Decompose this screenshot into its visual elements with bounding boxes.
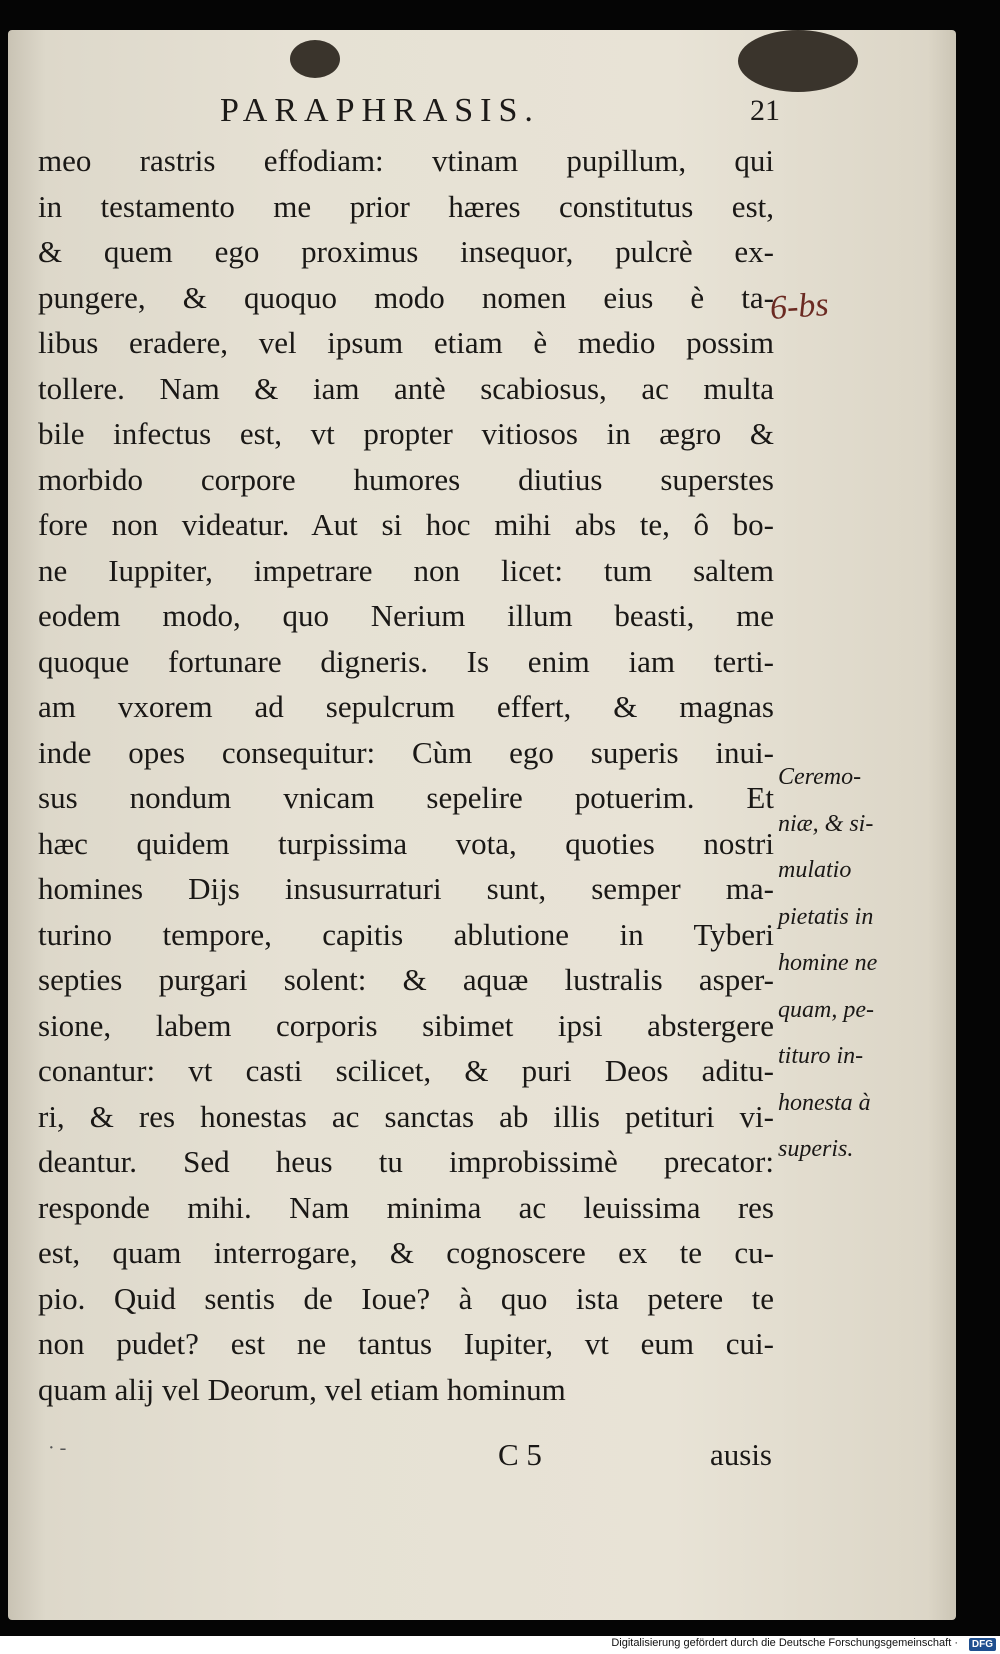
funding-notice: Digitalisierung gefördert durch die Deutsche Forschungsgemeinschaft · [611,1637,958,1649]
page-header [220,92,780,138]
text-line: septies purgari solent: & aquæ lustralis asper- [38,962,774,997]
text-line: bile infectus est, vt propter vitiosos in ægro & [38,416,774,451]
signature-mark: C 5 [498,1437,542,1472]
text-line: est, quam interrogare, & cognoscere ex te cu- [38,1235,774,1270]
text-line: pungere, & quoquo modo nomen eius è ta- [38,279,774,315]
text-line: sus nondum vnicam sepelire potuerim. Et [38,780,774,815]
text-line: conantur: vt casti scilicet, & puri Deos aditu- [38,1053,774,1088]
text-line: inde opes consequitur: Cùm ego superis inui- [38,734,774,770]
marginal-line: quam, pe- [778,996,874,1023]
running-head: PARAPHRASIS. [220,92,540,129]
marginal-line: pietatis in [778,903,874,930]
marginal-line: niæ, & si- [778,810,874,837]
text-line: quam alij vel Deorum, vel etiam hominum [38,1371,566,1407]
text-line: turino tempore, capitis ablutione in Tyberi [38,916,774,952]
marginal-line: homine ne [778,950,878,976]
text-line: in testamento me prior hæres constitutus est, [38,188,774,224]
text-line: am vxorem ad sepulcrum effert, & magnas [38,689,774,724]
book-page [8,30,956,1620]
text-line: pio. Quid sentis de Ioue? à quo ista petere te [38,1280,774,1316]
marginal-line: mulatio [778,857,852,883]
marginal-line: honesta à [778,1089,871,1116]
text-line: eodem modo, quo Nerium illum beasti, me [38,598,774,633]
text-line: deantur. Sed heus tu improbissimè precator: [38,1144,774,1179]
printer-marks: · - [48,1437,67,1459]
marginal-note [778,754,928,1173]
text-line: & quem ego proximus insequor, pulcrè ex- [38,234,774,269]
text-line: morbido corpore humores diutius superstes [38,461,774,497]
text-line: fore non videatur. Aut si hoc mihi abs te, ô bo- [38,507,774,542]
ink-stain [290,40,340,78]
text-line: ne Iuppiter, impetrare non licet: tum saltem [38,552,774,588]
body-text [38,138,774,1412]
text-line: sione, labem corporis sibimet ipsi abstergere [38,1007,774,1043]
signature-line [38,1437,774,1481]
marginal-line: Ceremo- [778,764,862,790]
text-line: quoque fortunare digneris. Is enim iam terti- [38,643,774,679]
page-number: 21 [750,94,780,127]
marginal-line: superis. [778,1136,854,1162]
dfg-logo: DFG [969,1638,996,1651]
footer-bar [0,1636,1000,1654]
text-line: meo rastris effodiam: vtinam pupillum, qui [38,143,774,178]
text-line: libus eradere, vel ipsum etiam è medio possim [38,325,774,360]
handwritten-annotation: 6-bs [768,286,830,327]
text-line: hæc quidem turpissima vota, quoties nostri [38,825,774,861]
text-line: tollere. Nam & iam antè scabiosus, ac multa [38,370,774,406]
text-line: non pudet? est ne tantus Iupiter, vt eum cui- [38,1326,774,1361]
catchword: ausis [710,1437,772,1472]
text-line: homines Dijs insusurraturi sunt, semper ma- [38,871,774,906]
text-line: ri, & res honestas ac sanctas ab illis petituri vi- [38,1098,774,1134]
text-line: responde mihi. Nam minima ac leuissima res [38,1189,774,1225]
marginal-line: tituro in- [778,1043,864,1069]
ink-stain [738,30,858,92]
